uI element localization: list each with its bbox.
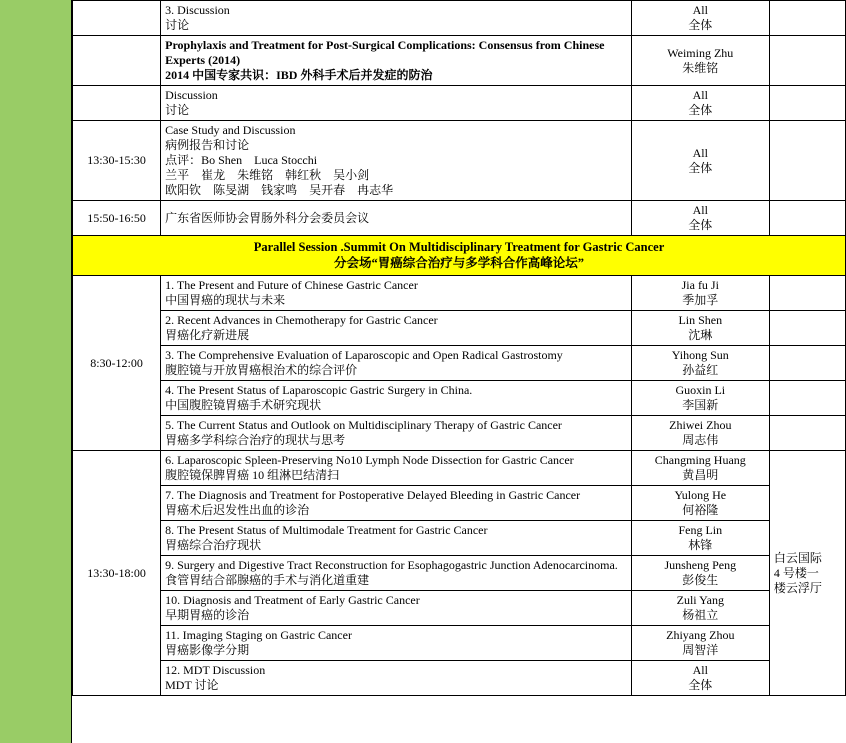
venue-cell	[769, 451, 845, 696]
row-venue	[769, 201, 845, 236]
speaker-zh: 季加孚	[682, 293, 719, 308]
row-speaker	[631, 36, 769, 86]
topic-zh: 胃癌影像学分期	[165, 643, 250, 658]
topic-zh: 2014 中国专家共识：IBD 外科手术后并发症的防治	[165, 68, 433, 82]
table-row	[73, 556, 846, 591]
row-speaker	[631, 201, 769, 236]
topic-en: 2. Recent Advances in Chemotherapy for Gastric Cancer	[165, 313, 438, 328]
topic-en: 9. Surgery and Digestive Tract Reconstruction for Esophagogastric Junction Adenocarcinoma.	[165, 558, 618, 573]
row-topic	[161, 276, 632, 311]
topic-en: 1. The Present and Future of Chinese Gastric Cancer	[165, 278, 418, 293]
speaker-zh: 全体	[688, 218, 713, 232]
topic-zh-2: 点评：Bo Shen Luca Stocchi	[165, 153, 318, 167]
row-topic	[161, 451, 632, 486]
row-topic	[161, 556, 632, 591]
topic-zh: 胃癌多学科综合治疗的现状与思考	[165, 433, 346, 448]
venue-line-1: 白云国际	[773, 550, 822, 565]
speaker-en: All	[692, 88, 708, 102]
row-venue	[769, 416, 845, 451]
speaker-zh: 李国新	[682, 398, 719, 413]
banner-title-zh: 分会场“胃癌综合治疗与多学科合作高峰论坛”	[333, 255, 584, 270]
speaker-en: Zuli Yang	[676, 593, 724, 608]
row-topic	[161, 661, 632, 696]
speaker-zh: 全体	[688, 678, 713, 693]
speaker-zh: 孙益红	[682, 363, 719, 378]
topic-zh: 胃癌术后迟发性出血的诊治	[165, 503, 310, 518]
row-time: 15:50-16:50	[73, 201, 161, 236]
row-topic	[161, 86, 632, 121]
row-speaker	[631, 311, 769, 346]
table-row	[73, 201, 846, 236]
topic-zh: 腹腔镜与开放胃癌根治术的综合评价	[165, 363, 358, 378]
row-time	[73, 86, 161, 121]
table-row	[73, 661, 846, 696]
speaker-zh: 黄昌明	[682, 468, 719, 483]
row-speaker	[631, 521, 769, 556]
speaker-en: All	[692, 203, 708, 217]
row-topic	[161, 521, 632, 556]
row-speaker	[631, 416, 769, 451]
row-speaker	[631, 86, 769, 121]
speaker-en: All	[692, 663, 708, 678]
row-speaker	[631, 346, 769, 381]
row-speaker	[631, 556, 769, 591]
row-speaker	[631, 591, 769, 626]
row-speaker	[631, 451, 769, 486]
row-topic	[161, 311, 632, 346]
table-row	[73, 121, 846, 201]
speaker-zh: 沈琳	[688, 328, 713, 343]
session-banner	[73, 236, 846, 276]
row-venue	[769, 381, 845, 416]
topic-zh: 广东省医师协会胃肠外科分会委员会议	[165, 210, 370, 225]
topic-en: 10. Diagnosis and Treatment of Early Gastric Cancer	[165, 593, 420, 608]
speaker-zh: 彭俊生	[682, 573, 719, 588]
speaker-zh: 朱维铭	[682, 60, 719, 75]
speaker-zh: 何裕隆	[682, 503, 719, 518]
topic-zh: 中国胃癌的现状与未来	[165, 293, 286, 308]
row-venue	[769, 346, 845, 381]
row-venue	[769, 121, 845, 201]
row-topic	[161, 346, 632, 381]
left-green-stripe	[0, 0, 72, 743]
row-time: 13:30-15:30	[73, 121, 161, 201]
speaker-en: Yihong Sun	[671, 348, 729, 363]
speaker-zh: 全体	[688, 160, 713, 175]
table-row	[73, 591, 846, 626]
session-afternoon-time: 13:30-18:00	[73, 451, 161, 696]
speaker-zh: 周智洋	[682, 643, 719, 658]
topic-en: 3. The Comprehensive Evaluation of Laparoscopic and Open Radical Gastrostomy	[165, 348, 563, 363]
topic-zh: 食管胃结合部腺癌的手术与消化道重建	[165, 573, 370, 588]
table-row	[73, 521, 846, 556]
speaker-en: Feng Lin	[678, 523, 723, 538]
row-topic	[161, 626, 632, 661]
row-venue	[769, 36, 845, 86]
row-time	[73, 36, 161, 86]
topic-en: 12. MDT Discussion	[165, 663, 266, 678]
speaker-en: Lin Shen	[678, 313, 723, 328]
table-row	[73, 451, 846, 486]
topic-en: Case Study and Discussion	[165, 123, 296, 137]
row-time	[73, 1, 161, 36]
speaker-en: Yulong He	[674, 488, 727, 503]
topic-en: 6. Laparoscopic Spleen-Preserving No10 Lymph Node Dissection for Gastric Cancer	[165, 453, 574, 468]
topic-en: 3. Discussion	[165, 3, 230, 17]
row-topic	[161, 36, 632, 86]
venue-line-2: 4 号楼一	[773, 565, 819, 580]
conference-schedule-table	[72, 0, 846, 696]
topic-zh: 中国腹腔镜胃癌手术研究现状	[165, 398, 322, 413]
topic-zh: 讨论	[165, 103, 190, 117]
row-speaker	[631, 121, 769, 201]
topic-en: 7. The Diagnosis and Treatment for Postoperative Delayed Bleeding in Gastric Cancer	[165, 488, 581, 503]
topic-zh: MDT 讨论	[165, 678, 219, 693]
speaker-en: Jia fu Ji	[681, 278, 719, 293]
speaker-en: All	[692, 145, 708, 160]
row-topic	[161, 201, 632, 236]
speaker-zh: 林锋	[688, 538, 713, 553]
row-venue	[769, 276, 845, 311]
row-speaker	[631, 381, 769, 416]
speaker-en: Junsheng Peng	[664, 558, 737, 573]
topic-en: 5. The Current Status and Outlook on Multidisciplinary Therapy of Gastric Cancer	[165, 418, 562, 433]
row-topic	[161, 1, 632, 36]
row-speaker	[631, 276, 769, 311]
table-row	[73, 626, 846, 661]
row-venue	[769, 86, 845, 121]
row-speaker	[631, 1, 769, 36]
speaker-en: Zhiwei Zhou	[669, 418, 732, 433]
speaker-en: Weiming Zhu	[667, 45, 734, 60]
row-topic	[161, 381, 632, 416]
table-row	[73, 276, 846, 311]
table-row	[73, 311, 846, 346]
row-speaker	[631, 626, 769, 661]
topic-zh-3: 兰平 崔龙 朱维铭 韩红秋 吴小剑	[165, 168, 370, 182]
topic-en: Discussion	[165, 88, 218, 102]
speaker-en: All	[692, 3, 708, 17]
topic-zh-4: 欧阳钦 陈旻湖 钱家鸣 吴开春 冉志华	[165, 183, 394, 197]
row-speaker	[631, 486, 769, 521]
speaker-en: Zhiyang Zhou	[666, 628, 735, 643]
row-venue	[769, 311, 845, 346]
speaker-zh: 全体	[688, 103, 713, 117]
topic-zh: 腹腔镜保脾胃癌 10 组淋巴结清扫	[165, 468, 340, 483]
session-morning-time: 8:30-12:00	[73, 276, 161, 451]
table-row	[73, 416, 846, 451]
speaker-en: Changming Huang	[654, 453, 746, 468]
row-venue	[769, 1, 845, 36]
row-topic	[161, 591, 632, 626]
topic-en: 11. Imaging Staging on Gastric Cancer	[165, 628, 352, 643]
topic-zh: 胃癌综合治疗现状	[165, 538, 262, 553]
table-row	[73, 486, 846, 521]
row-speaker	[631, 661, 769, 696]
table-row	[73, 86, 846, 121]
table-row	[73, 36, 846, 86]
table-row	[73, 381, 846, 416]
speaker-zh: 周志伟	[682, 433, 719, 448]
topic-zh: 讨论	[165, 18, 190, 32]
row-topic	[161, 486, 632, 521]
row-topic	[161, 416, 632, 451]
topic-en: 8. The Present Status of Multimodale Treatment for Gastric Cancer	[165, 523, 488, 538]
topic-zh: 病例报告和讨论	[165, 138, 250, 152]
table-row	[73, 1, 846, 36]
speaker-en: Guoxin Li	[675, 383, 726, 398]
topic-zh: 早期胃癌的诊治	[165, 608, 250, 623]
table-row	[73, 346, 846, 381]
banner-title-en: Parallel Session .Summit On Multidisciplinary Treatment for Gastric Cancer	[253, 240, 665, 254]
speaker-zh: 全体	[688, 18, 713, 32]
topic-zh: 胃癌化疗新进展	[165, 328, 250, 343]
venue-lines	[774, 551, 841, 596]
session-banner-row	[73, 236, 846, 276]
venue-line-3: 楼云浮厅	[773, 580, 822, 595]
speaker-zh: 杨祖立	[682, 608, 719, 623]
row-topic	[161, 121, 632, 201]
topic-en: 4. The Present Status of Laparoscopic Gastric Surgery in China.	[165, 383, 473, 398]
topic-en: Prophylaxis and Treatment for Post-Surgical Complications: Consensus from Chinese Experts (2014)	[165, 38, 605, 67]
